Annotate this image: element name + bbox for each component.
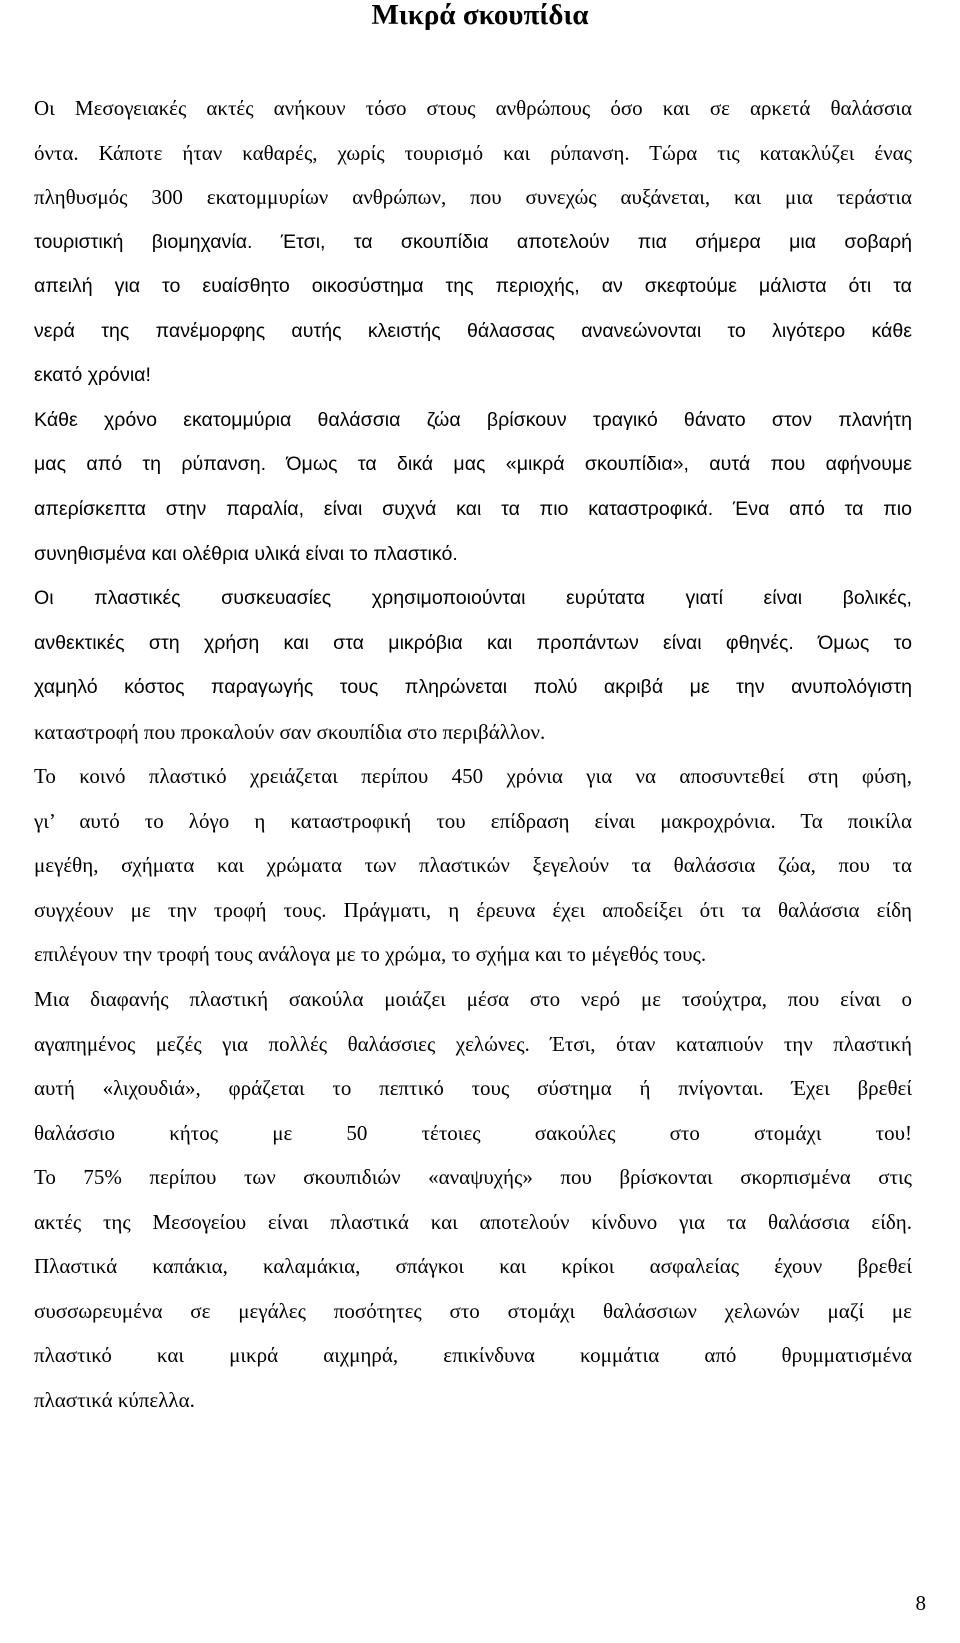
- text-line: καταστροφή που προκαλούν σαν σκουπίδια στο περιβάλλον.: [34, 719, 546, 744]
- text-line: θαλάσσιο κήτος με 50 τέτοιες σακούλες στο στομάχι του!: [34, 1120, 912, 1145]
- text-line: Το 75% περίπου των σκουπιδιών «αναψυχής» που βρίσκονται σκορπισμένα στις: [34, 1165, 912, 1190]
- text-line: απερίσκεπτα στην παραλία, είναι συχνά και τα πιο καταστροφικά. Ένα από τα πιο: [34, 497, 912, 520]
- text-line: συνηθισμένα και ολέθρια υλικά είναι το πλαστικό.: [34, 542, 458, 565]
- text-line: εκατό χρόνια!: [34, 364, 151, 387]
- page-number: 8: [915, 1591, 926, 1615]
- text-line: συσσωρευμένα σε μεγάλες ποσότητες στο στομάχι θαλάσσιων χελωνών μαζί με: [34, 1298, 912, 1323]
- text-line: γι’ αυτό το λόγο η καταστροφική του επίδραση είναι μακροχρόνια. Τα ποικίλα: [34, 808, 912, 833]
- text-line: τουριστική βιομηχανία. Έτσι, τα σκουπίδια αποτελούν πια σήμερα μια σοβαρή: [34, 230, 912, 253]
- text-line: χαμηλό κόστος παραγωγής τους πληρώνεται πολύ ακριβά με την ανυπολόγιστη: [34, 676, 912, 699]
- text-line: πλαστικά κύπελλα.: [34, 1387, 195, 1412]
- page-title: Μικρά σκουπίδια: [371, 0, 589, 31]
- text-line: Οι πλαστικές συσκευασίες χρησιμοποιούνται ευρύτατα γιατί είναι βολικές,: [34, 587, 912, 609]
- text-line: συγχέουν με την τροφή τους. Πράγματι, η έρευνα έχει αποδείξει ότι τα θαλάσσια είδη: [34, 897, 912, 922]
- text-line: ακτές της Μεσογείου είναι πλαστικά και αποτελούν κίνδυνο για τα θαλάσσια είδη.: [34, 1209, 912, 1234]
- text-line: μεγέθη, σχήματα και χρώματα των πλαστικών ξεγελούν τα θαλάσσια ζώα, που τα: [34, 853, 912, 878]
- text-line: απειλή για το ευαίσθητο οικοσύστημα της περιοχής, αν σκεφτούμε μάλιστα ότι τα: [34, 275, 912, 298]
- text-line: πλαστικό και μικρά αιχμηρά, επικίνδυνα κομμάτια από θρυμματισμένα: [34, 1343, 912, 1368]
- text-line: ανθεκτικές στη χρήση και στα μικρόβια και προπάντων είναι φθηνές. Όμως το: [34, 631, 912, 654]
- text-line: αυτή «λιχουδιά», φράζεται το πεπτικό τους σύστημα ή πνίγονται. Έχει βρεθεί: [34, 1076, 912, 1101]
- text-line: Πλαστικά καπάκια, καλαμάκια, σπάγκοι και κρίκοι ασφαλείας έχουν βρεθεί: [34, 1254, 912, 1279]
- text-line: πληθυσμός 300 εκατομμυρίων ανθρώπων, που συνεχώς αυξάνεται, και μια τεράστια: [34, 185, 912, 210]
- text-line: Κάθε χρόνο εκατομμύρια θαλάσσια ζώα βρίσκουν τραγικό θάνατο στον πλανήτη: [34, 408, 912, 431]
- text-line: νερά της πανέμορφης αυτής κλειστής θάλασσας ανανεώνονται το λιγότερο κάθε: [34, 319, 912, 342]
- text-line: Μια διαφανής πλαστική σακούλα μοιάζει μέσα στο νερό με τσούχτρα, που είναι ο: [34, 987, 912, 1011]
- text-line: επιλέγουν την τροφή τους ανάλογα με το χρώμα, το σχήμα και το μέγεθός τους.: [34, 942, 707, 967]
- text-line: αγαπημένος μεζές για πολλές θαλάσσιες χελώνες. Έτσι, όταν καταπιούν την πλαστική: [34, 1031, 912, 1056]
- text-line: Το κοινό πλαστικό χρειάζεται περίπου 450 χρόνια για να αποσυντεθεί στη φύση,: [34, 764, 912, 789]
- text-line: μας από τη ρύπανση. Όμως τα δικά μας «μικρά σκουπίδια», αυτά που αφήνουμε: [34, 453, 912, 476]
- text-line: όντα. Κάποτε ήταν καθαρές, χωρίς τουρισμό και ρύπανση. Τώρα τις κατακλύζει ένας: [34, 140, 912, 165]
- text-line: Οι Μεσογειακές ακτές ανήκουν τόσο στους ανθρώπους όσο και σε αρκετά θαλάσσια: [34, 96, 912, 120]
